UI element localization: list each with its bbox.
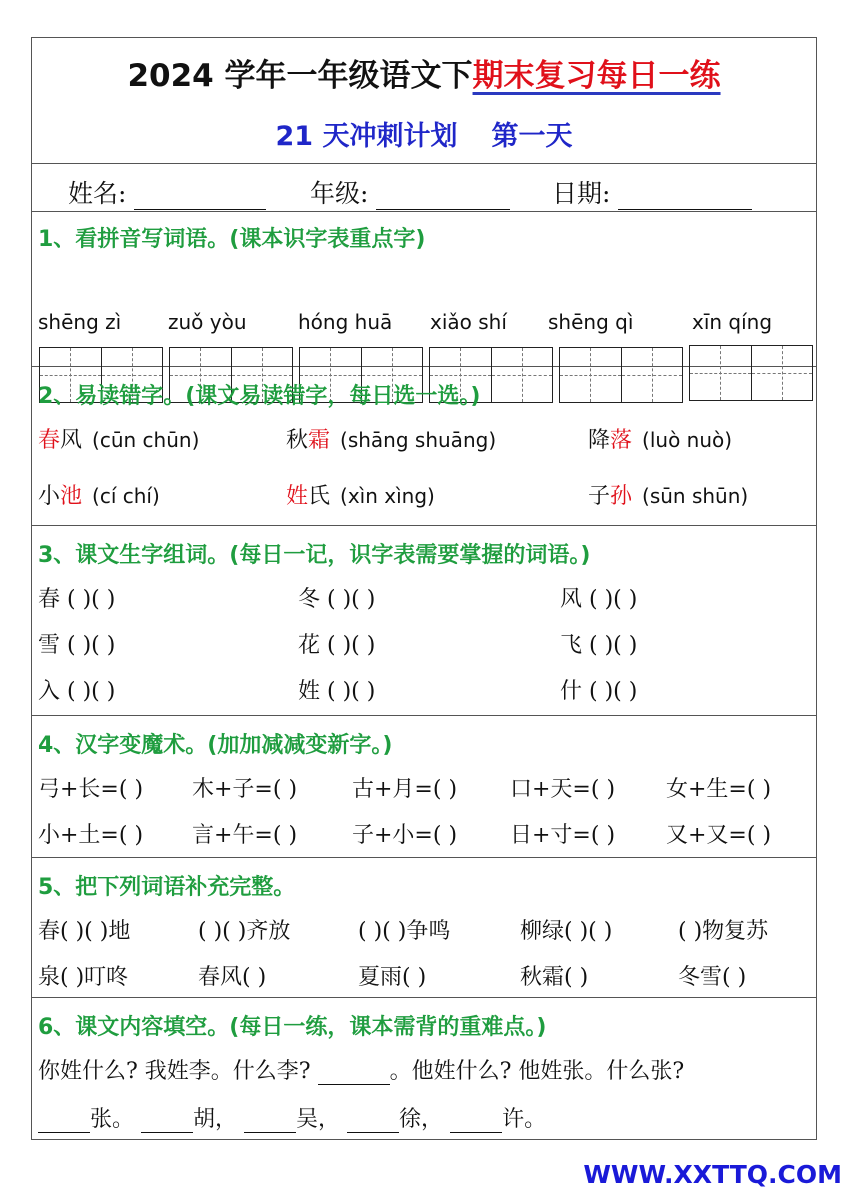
- website-footer[interactable]: WWW.XXTTQ.COM: [583, 1160, 842, 1189]
- puzzle-item[interactable]: 子+小=( ): [352, 823, 458, 848]
- fill-blank[interactable]: [318, 1062, 390, 1085]
- word-group[interactable]: 什 ( )( ): [560, 679, 638, 704]
- choice-item[interactable]: 降落 (luò nuò): [588, 428, 733, 453]
- puzzle-item[interactable]: 日+寸=( ): [510, 823, 616, 848]
- word-group[interactable]: 风 ( )( ): [560, 587, 638, 612]
- puzzle-item[interactable]: 古+月=( ): [352, 777, 458, 802]
- question-6: [32, 998, 816, 1141]
- fill-blank[interactable]: [450, 1110, 502, 1133]
- plan-label: 21 天冲刺计划: [275, 121, 458, 152]
- question-1: [32, 212, 816, 367]
- choice-item[interactable]: 春风 (cūn chūn): [38, 428, 200, 453]
- q2-heading: 2、易读错字。(课文易读错字，每日选一选。): [38, 384, 481, 409]
- fill-blank[interactable]: [141, 1110, 193, 1133]
- info-row: [32, 164, 816, 212]
- idiom-item[interactable]: 夏雨( ): [358, 965, 427, 990]
- page-title: [32, 50, 816, 95]
- pinyin-label: shēng zì: [38, 310, 122, 334]
- idiom-item[interactable]: 春风( ): [198, 965, 267, 990]
- choice-item[interactable]: 子孙 (sūn shūn): [588, 484, 749, 509]
- pinyin-label: xiǎo shí: [430, 310, 507, 334]
- puzzle-item[interactable]: 女+生=( ): [666, 777, 772, 802]
- word-group[interactable]: 花 ( )( ): [298, 633, 376, 658]
- pinyin-label: zuǒ yòu: [168, 310, 247, 334]
- name-field[interactable]: 姓名:: [68, 174, 266, 210]
- q6-line-1: 你姓什么? 我姓李。什么李? 。他姓什么? 他姓张。什么张?: [38, 1059, 685, 1084]
- grade-field[interactable]: 年级:: [310, 174, 510, 210]
- idiom-item[interactable]: 冬雪( ): [678, 965, 747, 990]
- pinyin-label: hóng huā: [298, 310, 393, 334]
- word-group[interactable]: 雪 ( )( ): [38, 633, 116, 658]
- date-blank[interactable]: [618, 183, 752, 210]
- idiom-item[interactable]: 春( )( )地: [38, 919, 131, 944]
- title-prefix: 2024 学年一年级语文下: [127, 58, 473, 94]
- pinyin-label: xīn qíng: [692, 310, 773, 334]
- question-2: [32, 367, 816, 526]
- choice-item[interactable]: 秋霜 (shāng shuāng): [286, 428, 497, 453]
- date-field[interactable]: 日期:: [552, 174, 752, 210]
- grade-blank[interactable]: [376, 183, 510, 210]
- question-5: [32, 858, 816, 998]
- fill-blank[interactable]: [38, 1110, 90, 1133]
- q6-heading: 6、课文内容填空。(每日一练，课本需背的重难点。): [38, 1015, 547, 1040]
- fill-blank[interactable]: [244, 1110, 296, 1133]
- name-blank[interactable]: [134, 183, 266, 210]
- q4-heading: 4、汉字变魔术。(加加减减变新字。): [38, 733, 393, 758]
- choice-item[interactable]: 小池 (cí chí): [38, 484, 160, 509]
- puzzle-item[interactable]: 小+土=( ): [38, 823, 144, 848]
- header-section: [32, 38, 816, 164]
- day-label: 第一天: [491, 121, 573, 152]
- puzzle-item[interactable]: 又+又=( ): [666, 823, 772, 848]
- question-3: [32, 526, 816, 716]
- q6-line-2: 张。 胡， 吴， 徐， 许。: [38, 1102, 546, 1133]
- puzzle-item[interactable]: 口+天=( ): [510, 777, 616, 802]
- q3-heading: 3、课文生字组词。(每日一记，识字表需要掌握的词语。): [38, 543, 591, 568]
- q5-heading: 5、把下列词语补充完整。: [38, 875, 296, 900]
- word-group[interactable]: 姓 ( )( ): [298, 679, 376, 704]
- word-group[interactable]: 飞 ( )( ): [560, 633, 638, 658]
- puzzle-item[interactable]: 木+子=( ): [192, 777, 298, 802]
- plan-subtitle: [32, 114, 816, 153]
- worksheet: [31, 37, 817, 1140]
- pinyin-label: shēng qì: [548, 310, 634, 334]
- idiom-item[interactable]: 秋霜( ): [520, 965, 589, 990]
- word-group[interactable]: 春 ( )( ): [38, 587, 116, 612]
- idiom-item[interactable]: ( )( )争鸣: [358, 919, 451, 944]
- puzzle-item[interactable]: 言+午=( ): [192, 823, 298, 848]
- idiom-item[interactable]: 柳绿( )( ): [520, 919, 613, 944]
- puzzle-item[interactable]: 弓+长=( ): [38, 777, 144, 802]
- idiom-item[interactable]: ( )物复苏: [678, 919, 769, 944]
- question-4: [32, 716, 816, 858]
- word-group[interactable]: 冬 ( )( ): [298, 587, 376, 612]
- fill-blank[interactable]: [347, 1110, 399, 1133]
- idiom-item[interactable]: 泉( )叮咚: [38, 965, 129, 990]
- title-highlight: 期末复习每日一练: [472, 58, 721, 94]
- word-group[interactable]: 入 ( )( ): [38, 679, 116, 704]
- choice-item[interactable]: 姓氏 (xìn xìng): [286, 484, 435, 509]
- q1-heading: 1、看拼音写词语。(课本识字表重点字): [38, 227, 426, 252]
- idiom-item[interactable]: ( )( )齐放: [198, 919, 291, 944]
